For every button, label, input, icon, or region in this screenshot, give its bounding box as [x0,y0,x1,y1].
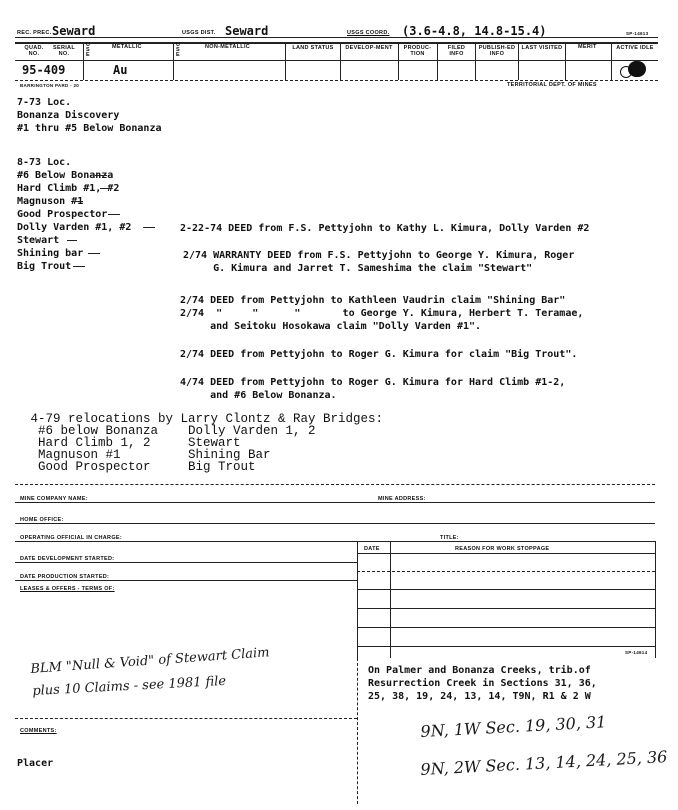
col-metallic: METALLIC [112,44,142,50]
col-filed-info: FILED INFO [447,45,466,57]
rec-prec-label: REC. PREC. [17,30,52,36]
location-1973-august: 8-73 Loc. #6 Below Bonanza Hard Climb #1, #2 Magnuson #1 Good Prospector Dolly Varden #1, #2 Stewart Shining bar Big Trout [17,157,132,272]
comments-label: COMMENTS: [20,728,57,734]
col-use-code-2: U S E [176,42,181,58]
deed-entry-1: 2-22-74 DEED from F.S. Pettyjohn to Kathy L. Kimura, Dolly Varden #2 [180,223,590,234]
col-published-info: PUBLISH-ED INFO [478,45,516,57]
col-active-idle: ACTIVE IDLE [616,45,654,51]
reason-column-label: REASON FOR WORK STOPPAGE [455,546,550,552]
comments-value: Placer [17,758,54,769]
handwritten-township-1: 9N, 1W Sec. 19, 30, 31 [420,712,607,741]
active-marker-outline-icon [620,66,632,78]
mine-company-name-label: MINE COMPANY NAME: [20,496,88,502]
mine-address-label: MINE ADDRESS: [378,496,426,502]
operating-official-label: OPERATING OFFICIAL IN CHARGE: [20,535,122,541]
home-office-label: HOME OFFICE: [20,517,64,523]
relocations-1979: 4-79 relocations by Larry Clontz & Ray Bridges: #6 below Bonanza Dolly Varden 1, 2 Hard Climb 1, 2 Stewart Magnuson #1 Shining Bar Good Prospector Big Trout [30,412,384,474]
metallic-value: Au [113,63,128,77]
col-use-code: U S E [86,42,91,58]
date-production-label: DATE PRODUCTION STARTED: [20,574,110,580]
col-merit: MERIT [578,44,597,50]
date-column-label: DATE [364,546,380,552]
usgs-dist-label: USGS DIST. [182,30,216,36]
location-description: On Palmer and Bonanza Creeks, trib.of Resurrection Creek in Sections 31, 36, 25, 38, 19, 24, 13, 14, T9N, R1 & 2 W [368,665,597,702]
rec-prec-value: Seward [52,24,96,38]
deed-entry-2: 2/74 WARRANTY DEED from F.S. Pettyjohn to George Y. Kimura, Roger G. Kimura and Jarret T. Sameshima the claim "Stewart" [183,250,575,274]
col-development: DEVELOP-MENT [345,45,393,51]
deed-entry-4: 2/74 DEED from Pettyjohn to Roger G. Kimura for claim "Big Trout". [180,349,578,360]
col-last-visited: LAST VISITED [521,45,563,51]
header-footer-right: TERRITORIAL DEPT. OF MINES [507,82,597,88]
col-non-metallic: NON-METALLIC [205,44,251,50]
col-production: PRODUC-TION [403,45,432,57]
handwritten-blm-note-line-1: BLM "Null & Void" of Stewart Claim [30,645,270,677]
leases-label: LEASES & OFFERS - TERMS OF: [20,586,115,592]
handwritten-township-2: 9N, 2W Sec. 13, 14, 24, 25, 36 [420,747,668,779]
date-development-label: DATE DEVELOPMENT STARTED: [20,556,115,562]
location-1973-july: 7-73 Loc. Bonanza Discovery #1 thru #5 Below Bonanza [17,97,162,134]
form-number: SP-14613 [626,31,649,36]
handwritten-blm-note-line-2: plus 10 Claims - see 1981 file [32,673,227,699]
col-quad-no: QUAD. NO. [24,45,44,57]
usgs-dist-value: Seward [225,24,269,38]
deed-entry-3: 2/74 DEED from Pettyjohn to Kathleen Vaudrin claim "Shining Bar" 2/74 " " " to George Y. Kimura, Herbert T. Teramae, and Seitoku Hosokawa claim "Dolly Varden #1". [180,295,584,332]
col-serial-no: SERIAL NO. [53,45,75,57]
usgs-coord-value: (3.6-4.8, 14.8-15.4) [402,24,547,38]
header-footer-left: BARRINGTON PARD - 20 [20,83,80,88]
quad-serial-value: 95-409 [22,63,66,77]
title-label: TITLE: [440,535,459,541]
usgs-coord-label: USGS COORD. [347,30,390,36]
col-land-status: LAND STATUS [292,45,334,51]
deed-entry-5: 4/74 DEED from Pettyjohn to Roger G. Kimura for Hard Climb #1-2, and #6 Below Bonanza. [180,377,566,401]
form-number-2: SP-14614 [625,650,648,655]
